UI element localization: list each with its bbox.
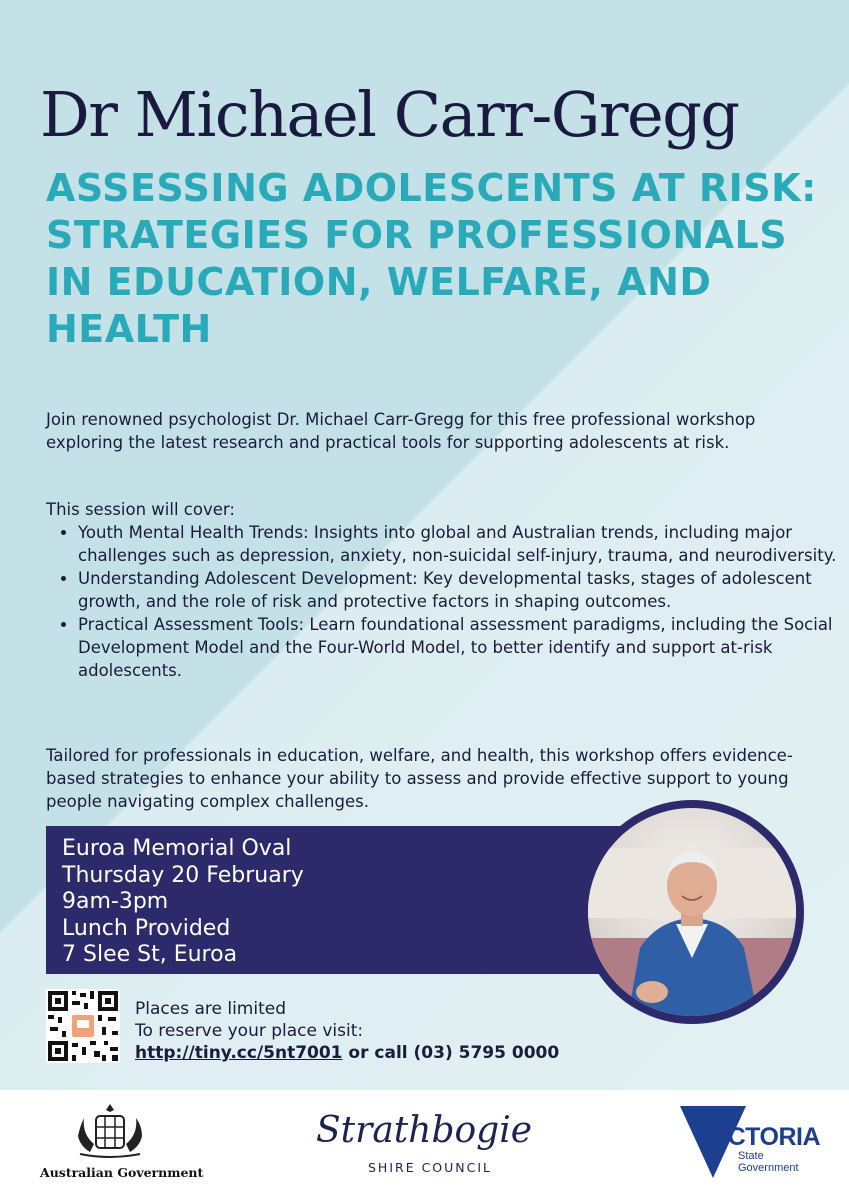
phone-text: or call (03) 5795 0000	[342, 1043, 560, 1063]
qr-code-icon[interactable]	[46, 989, 120, 1063]
speaker-photo	[588, 808, 796, 1016]
reserve-text: To reserve your place visit:	[135, 1021, 364, 1041]
victoria-logo-text: VICTORIA	[705, 1123, 820, 1151]
event-venue: Euroa Memorial Oval	[62, 836, 292, 861]
government-label: Government	[738, 1162, 799, 1174]
state-government-label	[738, 1150, 799, 1174]
list-item: • Youth Mental Health Trends: Insights into global and Australian trends, including major challenges such as depression, anxiety, non-suicidal self-injury, trauma, and neurodiversity.	[78, 521, 838, 567]
page-title: Dr Michael Carr-Gregg	[40, 78, 739, 151]
australian-government-label: Australian Government	[40, 1165, 204, 1180]
booking-info	[135, 998, 735, 1064]
speaker-portrait-illustration	[588, 808, 796, 1016]
event-date: Thursday 20 February	[62, 862, 304, 888]
event-details	[62, 836, 582, 969]
state-label: State	[738, 1150, 764, 1162]
booking-link[interactable]: http://tiny.cc/5nt7001	[135, 1043, 343, 1063]
event-time: 9am-3pm	[62, 889, 169, 914]
event-catering: Lunch Provided	[62, 915, 231, 941]
intro-paragraph: Join renowned psychologist Dr. Michael Carr-Gregg for this free professional workshop exploring the latest research and practical tools for supporting adolescents at risk.	[46, 410, 756, 452]
speaker-photo-frame	[580, 800, 804, 1024]
closing-paragraph: Tailored for professionals in education, welfare, and health, this workshop offers evidence-based strategies to enhance your ability to assess and provide effective support to young people navigating complex challenges.	[46, 746, 793, 811]
strathbogie-logo-text: Strathbogie	[316, 1110, 533, 1151]
shire-council-label: SHIRE COUNCIL	[368, 1160, 493, 1175]
topic-list	[56, 521, 838, 682]
qr-code-graphic	[46, 989, 120, 1063]
list-item: • Practical Assessment Tools: Learn foundational assessment paradigms, including the Social Development Model and the Four-World Model, to better identify and support at-risk adolescents.	[78, 613, 838, 682]
places-limited-text: Places are limited	[135, 999, 286, 1019]
coat-of-arms-icon	[70, 1100, 150, 1160]
list-item: • Understanding Adolescent Development: Key developmental tasks, stages of adolescent growth, and the role of risk and protective factors in shaping outcomes.	[78, 567, 838, 613]
cover-heading: This session will cover:	[46, 500, 235, 519]
workshop-subtitle: ASSESSING ADOLESCENTS AT RISK: STRATEGIES FOR PROFESSIONALS IN EDUCATION, WELFARE, AND HEALTH	[46, 166, 817, 351]
event-address: 7 Slee St, Euroa	[62, 942, 238, 967]
booking-line	[135, 1042, 735, 1064]
